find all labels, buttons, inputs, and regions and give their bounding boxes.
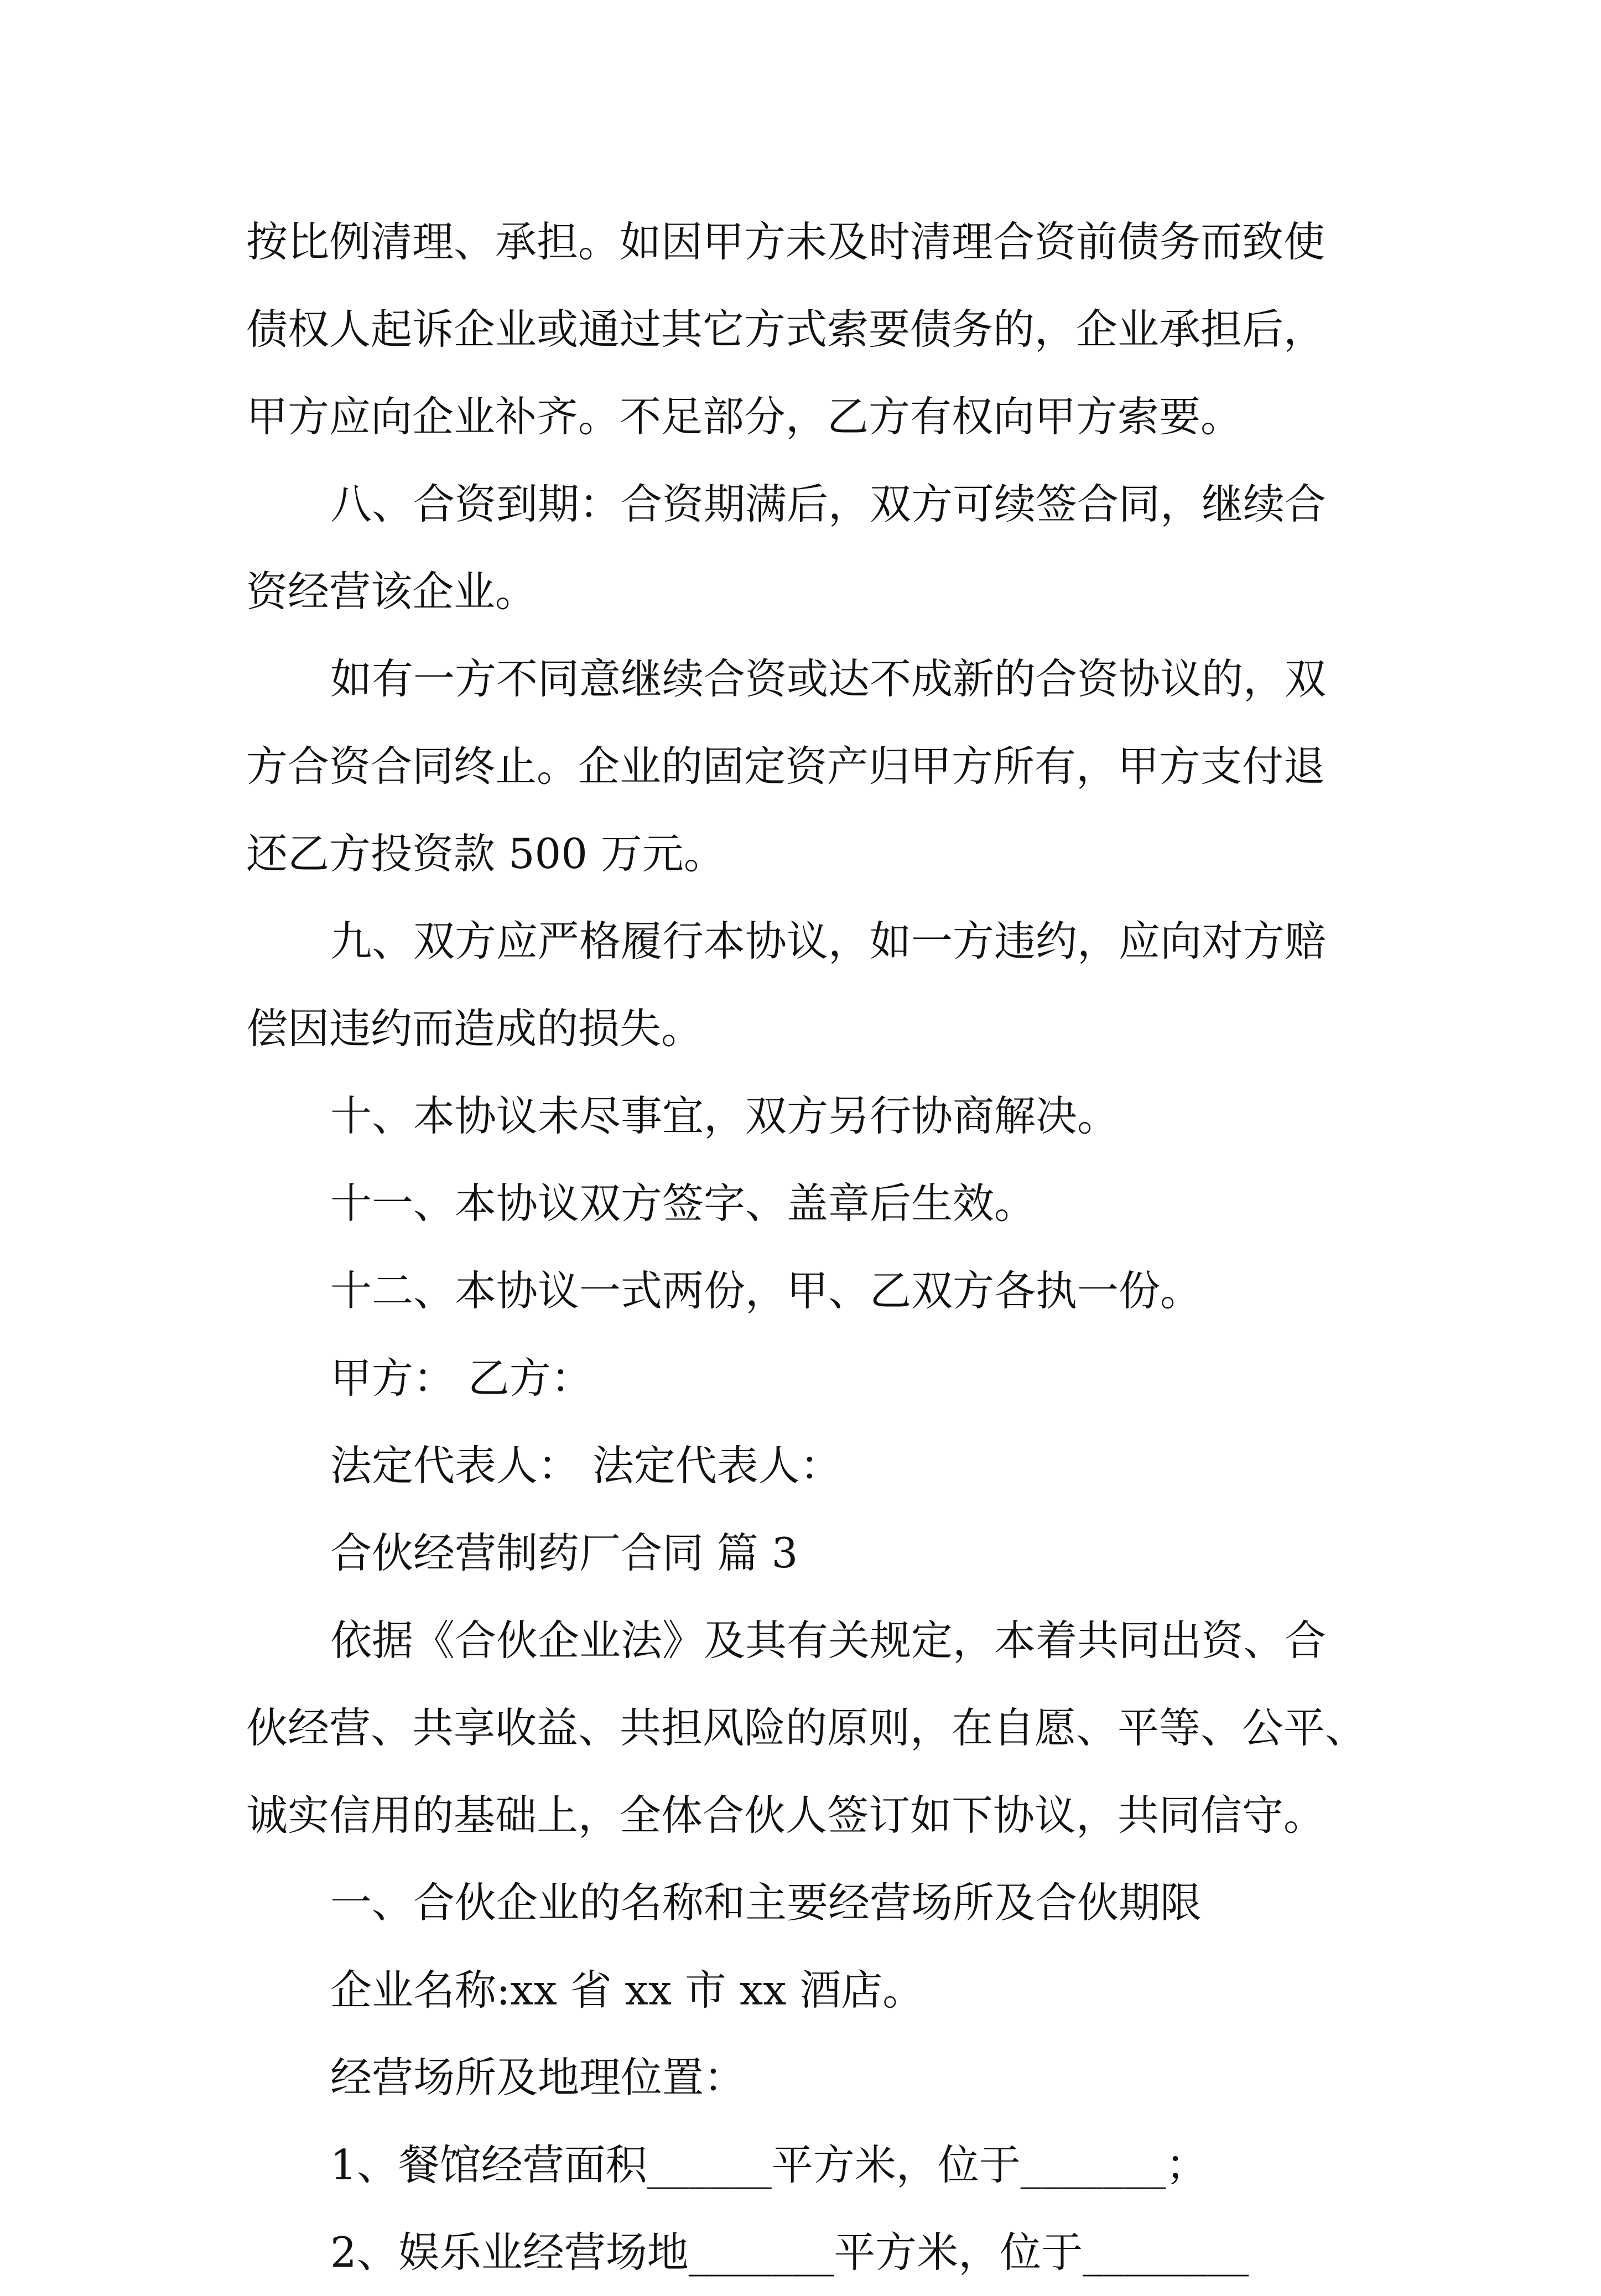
text-line: 十一、本协议双方签字、盖章后生效。 — [330, 1179, 1036, 1228]
text-line: 一、合伙企业的名称和主要经营场所及合伙期限 — [330, 1878, 1202, 1927]
text-line: 甲方应向企业补齐。不足部分，乙方有权向甲方索要。 — [246, 392, 1243, 441]
text-line: 如有一方不同意继续合资或达不成新的合资协议的，双 — [330, 654, 1327, 703]
text-line: 合伙经营制药厂合同 篇 3 — [330, 1529, 798, 1577]
text-line: 企业名称:xx 省 xx 市 xx 酒店。 — [330, 1966, 924, 2014]
text-line: 法定代表人： 法定代表人： — [330, 1441, 841, 1490]
text-line: 2、娱乐业经营场地_______平方米，位于________ — [330, 2228, 1249, 2277]
text-line: 依据《合伙企业法》及其有关规定，本着共同出资、合 — [330, 1616, 1327, 1665]
text-line: 十、本协议未尽事宜，双方另行协商解决。 — [330, 1092, 1119, 1140]
text-line: 1、餐馆经营面积______平方米，位于_______； — [330, 2141, 1208, 2189]
text-line: 还乙方投资款 500 万元。 — [246, 829, 725, 878]
text-line: 伙经营、共享收益、共担风险的原则，在自愿、平等、公平、 — [246, 1703, 1367, 1752]
text-line: 九、双方应严格履行本协议，如一方违约，应向对方赔 — [330, 917, 1327, 965]
text-line: 偿因违约而造成的损失。 — [246, 1004, 703, 1053]
text-line: 方合资合同终止。企业的固定资产归甲方所有，甲方支付退 — [246, 742, 1325, 791]
text-line: 债权人起诉企业或通过其它方式索要债务的，企业承担后， — [246, 305, 1325, 354]
text-line: 十二、本协议一式两份，甲、乙双方各执一份。 — [330, 1266, 1202, 1315]
text-line: 甲方： 乙方： — [330, 1354, 592, 1402]
text-line: 八、合资到期：合资期满后，双方可续签合同，继续合 — [330, 480, 1327, 528]
document-body — [246, 198, 1369, 2296]
text-line: 诚实信用的基础上，全体合伙人签订如下协议，共同信守。 — [246, 1791, 1325, 1840]
text-line: 按比例清理、承担。如因甲方未及时清理合资前债务而致使 — [246, 217, 1325, 266]
text-line: 经营场所及地理位置： — [330, 2053, 746, 2102]
text-line: 资经营该企业。 — [246, 567, 537, 616]
